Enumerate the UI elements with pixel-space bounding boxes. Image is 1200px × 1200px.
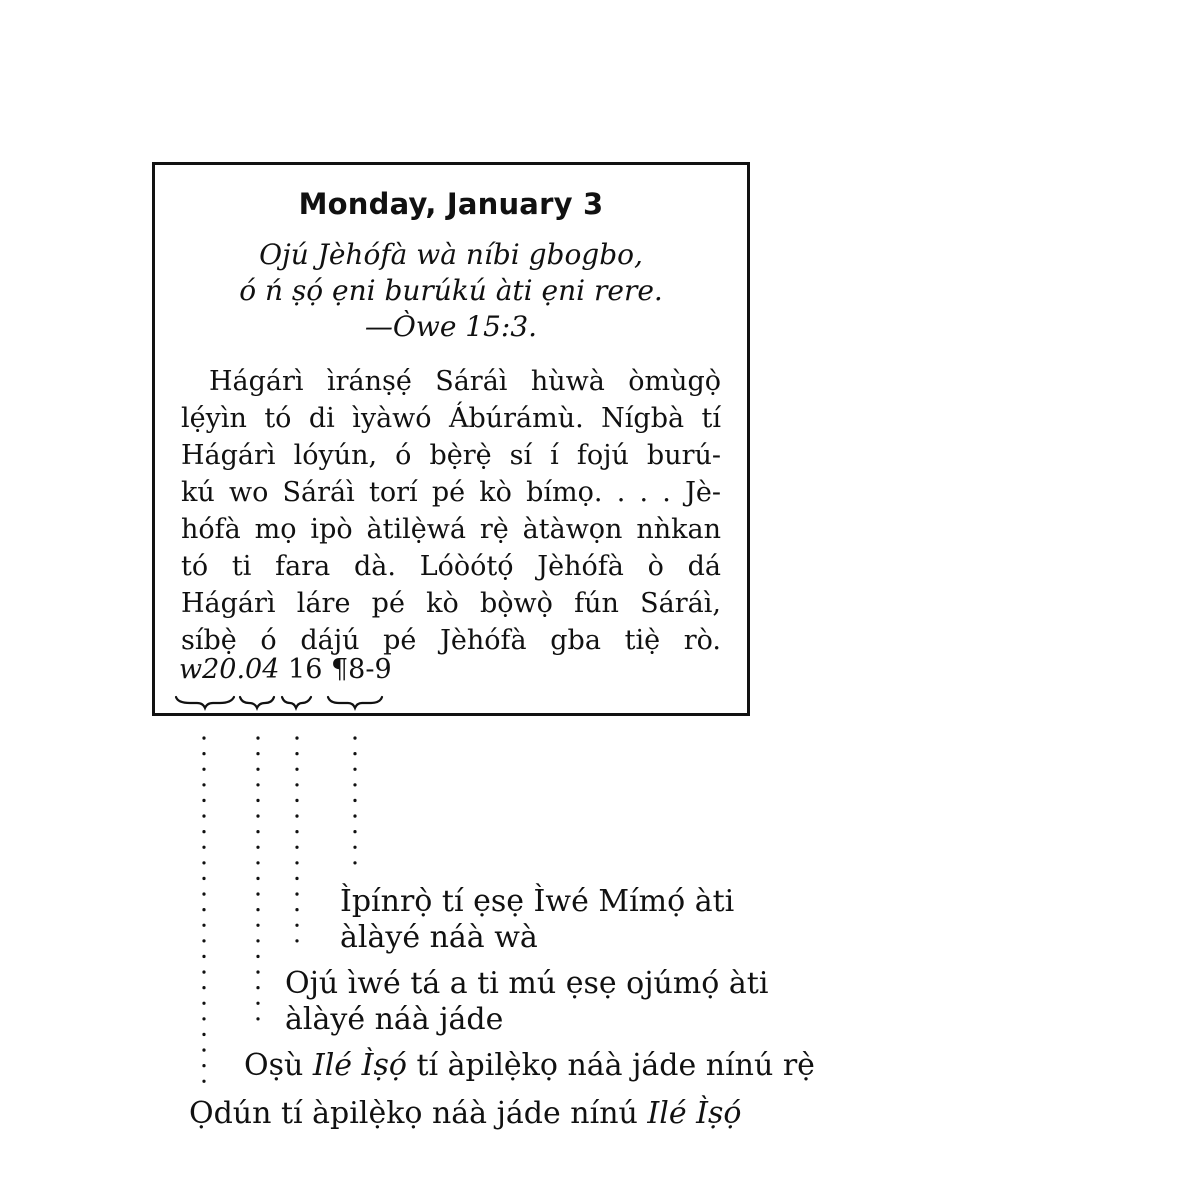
legend-issue-magazine: Ilé Ìṣọ́: [312, 1048, 407, 1083]
legend-year-text: Ọdún tí àpilẹ̀kọ náà jáde nínú: [189, 1096, 648, 1131]
paragraph-line: Hágárì lóyún, ó bẹ̀rẹ̀ sí í fojú burú-: [181, 440, 721, 471]
paragraph-line: síbẹ̀ ó dájú pé Jèhófà gba tiẹ̀ rò.: [181, 625, 721, 656]
legend-paragraphs: [340, 884, 734, 956]
paragraph-line: lẹ́yìn tó di ìyàwó Ábúrámù. Nígbà tí: [181, 403, 721, 434]
reference-page: 16: [288, 654, 323, 685]
reference-publication: w20: [179, 654, 237, 685]
paragraph-line: Hágárì ìránṣẹ́ Sáráì hùwà òmùgọ̀: [209, 366, 721, 397]
legend-paragraphs-line: Ìpínrọ̀ tí ẹsẹ Ìwé Mímọ́ àti: [340, 884, 735, 919]
scripture-line: Ojú Jèhófà wà níbi gbogbo,: [259, 238, 643, 271]
paragraph-line: tó ti fara dà. Lóòótọ́ Jèhófà ò dá: [181, 551, 721, 582]
legend-page-line: Ojú ìwé tá a ti mú ẹsẹ ojúmọ́ àti: [285, 966, 769, 1001]
legend-year-magazine: Ilé Ìṣọ́: [647, 1096, 742, 1131]
paragraph-line: hófà mọ ipò àtilẹ̀wá rẹ̀ àtàwọn nǹkan: [181, 514, 721, 545]
legend-page-line: àlàyé náà jáde: [285, 1002, 504, 1037]
paragraph-line: Hágárì láre pé kò bọ̀wọ̀ fún Sáráì,: [181, 588, 721, 619]
reference-paragraphs: ¶8-9: [330, 654, 392, 685]
legend-year: [189, 1096, 741, 1132]
legend-issue: [244, 1048, 815, 1084]
scripture-citation: —Òwe 15:3.: [364, 310, 538, 343]
legend-issue-text: tí àpilẹ̀kọ náà jáde nínú rẹ̀: [406, 1048, 815, 1083]
legend-paragraphs-line: àlàyé náà wà: [340, 920, 538, 955]
legend-page: [285, 966, 768, 1038]
reference-issue: .04: [236, 654, 280, 685]
paragraph-line: kú wo Sáráì torí pé kò bímọ. . . . Jè-: [181, 477, 721, 508]
legend-issue-text: Oṣù: [244, 1048, 313, 1083]
date-heading: Monday, January 3: [298, 187, 604, 221]
scripture-line: ó ń ṣọ́ ẹni burúkú àti ẹni rere.: [239, 274, 663, 307]
